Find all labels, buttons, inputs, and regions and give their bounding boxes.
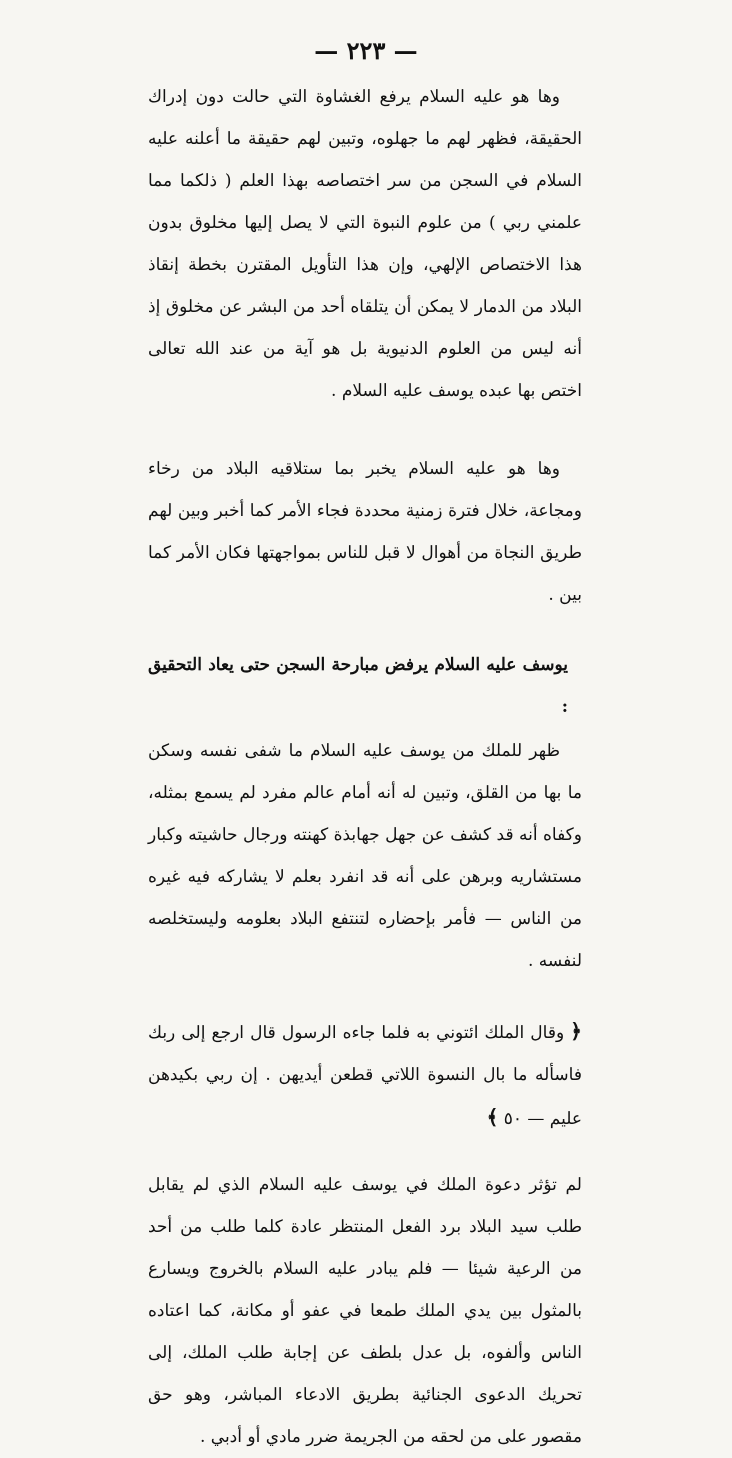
page-number: — ٢٢٣ — [314, 36, 418, 65]
paragraph-3-text: ظهر للملك من يوسف عليه السلام ما شفى نفسه وسكن ما بها من القلق، وتبين له أنه أمام عالم مفرد لم يسمع بمثله، وكفاه أنه قد كشف عن جهل جهابذة كهنته ورجال حاشيته وكبار مستشاريه وبرهن على أنه قد انفرد بعلم لا يشاركه فيه غيره من الناس — فأمر بإحضاره لتنتفع البلاد بعلومه وليستخلصه لنفسه . [148, 741, 582, 971]
quran-quote [148, 1010, 582, 1140]
paragraph-1-text: وها هو عليه السلام يرفع الغشاوة التي حالت دون إدراك الحقيقة، فظهر لهم ما جهلوه، وتبين لهم حقيقة ما أعلنه عليه السلام في السجن من سر اختصاصه بهذا العلم ( ذلكما مما علمني ربي ) من علوم النبوة التي لا يصل إليها مخلوق بدون هذا الاختصاص الإلهي، وإن هذا التأويل المقترن بخطة إنقاذ البلاد من الدمار لا يمكن أن يتلقاه أحد من البشر عن مخلوق إذ أنه ليس من العلوم الدنيوية بل هو آية من عند الله تعالى اختص بها عبده يوسف عليه السلام . [148, 87, 582, 401]
paragraph-4-text: لم تؤثر دعوة الملك في يوسف عليه السلام الذي لم يقابل طلب سيد البلاد برد الفعل المنتظر عادة كلما طلب من أحد من الرعية شيئا — فلم يبادر عليه السلام بالخروج ويسارع بالمثول بين يدي الملك طمعا في عفو أو مكانة، كما اعتاده الناس وألفوه، بل عدل بلطف عن إجابة طلب الملك، إلى تحريك الدعوى الجنائية بطريق الادعاء المباشر، وهو حق مقصور على من لحقه من الجريمة ضرر مادي أو أدبي . [148, 1175, 582, 1447]
page-body [148, 76, 582, 1458]
paragraph-3 [148, 730, 582, 982]
quote-open-bracket: ﴿ [570, 1019, 582, 1043]
paragraph-4 [148, 1164, 582, 1458]
quote-close-bracket: ﴾ [486, 1105, 499, 1129]
section-heading: يوسف عليه السلام يرفض مبارحة السجن حتى يعاد التحقيق : [148, 655, 568, 717]
paragraph-2-text: وها هو عليه السلام يخبر بما ستلاقيه البلاد من رخاء ومجاعة، خلال فترة زمنية محددة فجاء الأمر كما أخبر وبين لهم طريق النجاة من أهوال لا قبل للناس بمواجهتها فكان الأمر كما بين . [148, 459, 582, 605]
paragraph-2 [148, 448, 582, 616]
paragraph-1 [148, 76, 582, 412]
quote-text: وقال الملك ائتوني به فلما جاءه الرسول قال ارجع إلى ربك فاسأله ما بال النسوة اللاتي قطعن أيديهن . إن ربي بكيدهن عليم — ٥٠ [148, 1023, 582, 1129]
